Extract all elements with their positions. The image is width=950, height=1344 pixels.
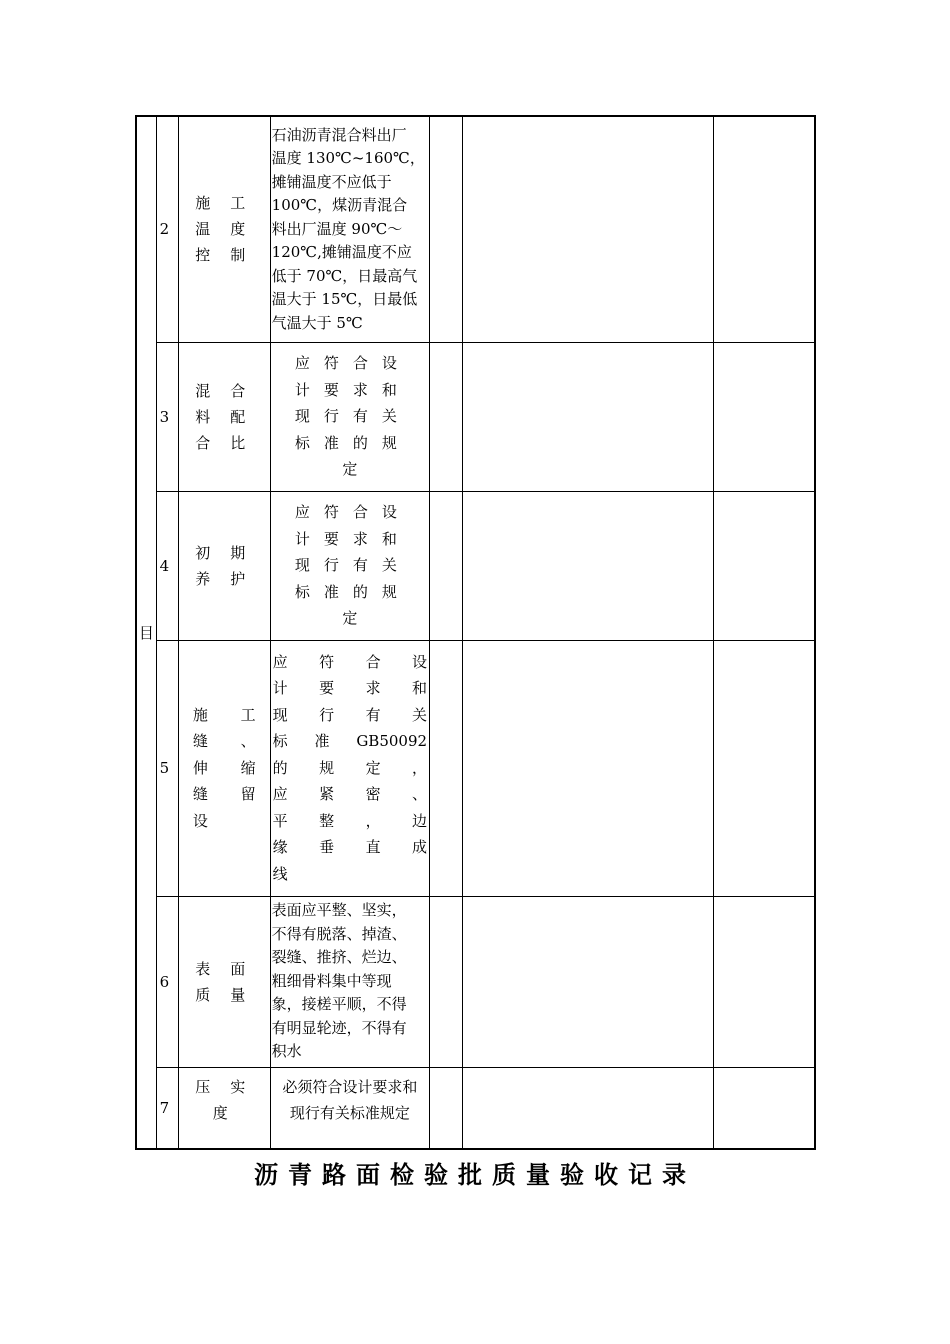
result-cell[interactable] [713,1067,815,1149]
check-item: 施工 温度 控制 [178,116,270,342]
standard-requirement: 表面应平整、坚实， 不得有脱落、掉渣、 裂缝、推挤、烂边、 粗细骨料集中等现 象，接槎平顺，不得 有明显轮迹，不得有 积水 [270,896,429,1067]
result-cell[interactable] [713,491,815,640]
table-row [136,1067,815,1149]
standard-requirement: 必须符合设计要求和 现行有关标准规定 [270,1067,429,1149]
record-cell[interactable] [463,1067,713,1149]
check-cell[interactable] [430,491,463,640]
row-number: 2 [156,116,178,342]
record-cell[interactable] [463,116,713,342]
category-cell [136,116,156,1149]
result-cell[interactable] [713,640,815,896]
row-number: 3 [156,342,178,491]
record-cell[interactable] [463,342,713,491]
result-cell[interactable] [713,896,815,1067]
table-row [136,342,815,491]
table-row [136,491,815,640]
inspection-record-table [135,115,816,1150]
standard-requirement: 应 符 合 设 计 要 求 和 现 行 有 关 标 准 GB50092 的 规 定 ， 应 紧 密 、 平 整 ， 边 缘 垂 直 成 线 [270,640,429,896]
row-number: 6 [156,896,178,1067]
document-title: 沥青路面检验批质量验收记录 [254,1160,696,1189]
check-cell[interactable] [430,896,463,1067]
category-label: 目 [138,623,154,642]
check-cell[interactable] [430,116,463,342]
standard-requirement: 应符合设 计要求和 现行有关 标准的规 定 [270,342,429,491]
check-item: 压实 度 [178,1067,270,1149]
table-row [136,896,815,1067]
standard-requirement: 石油沥青混合料出厂 温度 130℃~160℃， 摊铺温度不应低于 100℃，煤沥青混合 料出厂温度 90℃～ 120℃,摊铺温度不应 低于 70℃，日最高气 温大于 15℃，日最低 气温大于 5℃ [270,116,429,342]
check-cell[interactable] [430,342,463,491]
row-number: 4 [156,491,178,640]
result-cell[interactable] [713,116,815,342]
row-number: 5 [156,640,178,896]
check-item: 初期 养护 [178,491,270,640]
check-cell[interactable] [430,640,463,896]
standard-requirement: 应符合设 计要求和 现行有关 标准的规 定 [270,491,429,640]
table-row [136,640,815,896]
check-cell[interactable] [430,1067,463,1149]
record-cell[interactable] [463,491,713,640]
check-item: 表面 质量 [178,896,270,1067]
record-cell[interactable] [463,640,713,896]
result-cell[interactable] [713,342,815,491]
record-cell[interactable] [463,896,713,1067]
row-number: 7 [156,1067,178,1149]
check-item: 混合 料配 合比 [178,342,270,491]
table-row [136,116,815,342]
check-item: 施 工 缝 、 伸 缩 缝 留 设 [178,640,270,896]
